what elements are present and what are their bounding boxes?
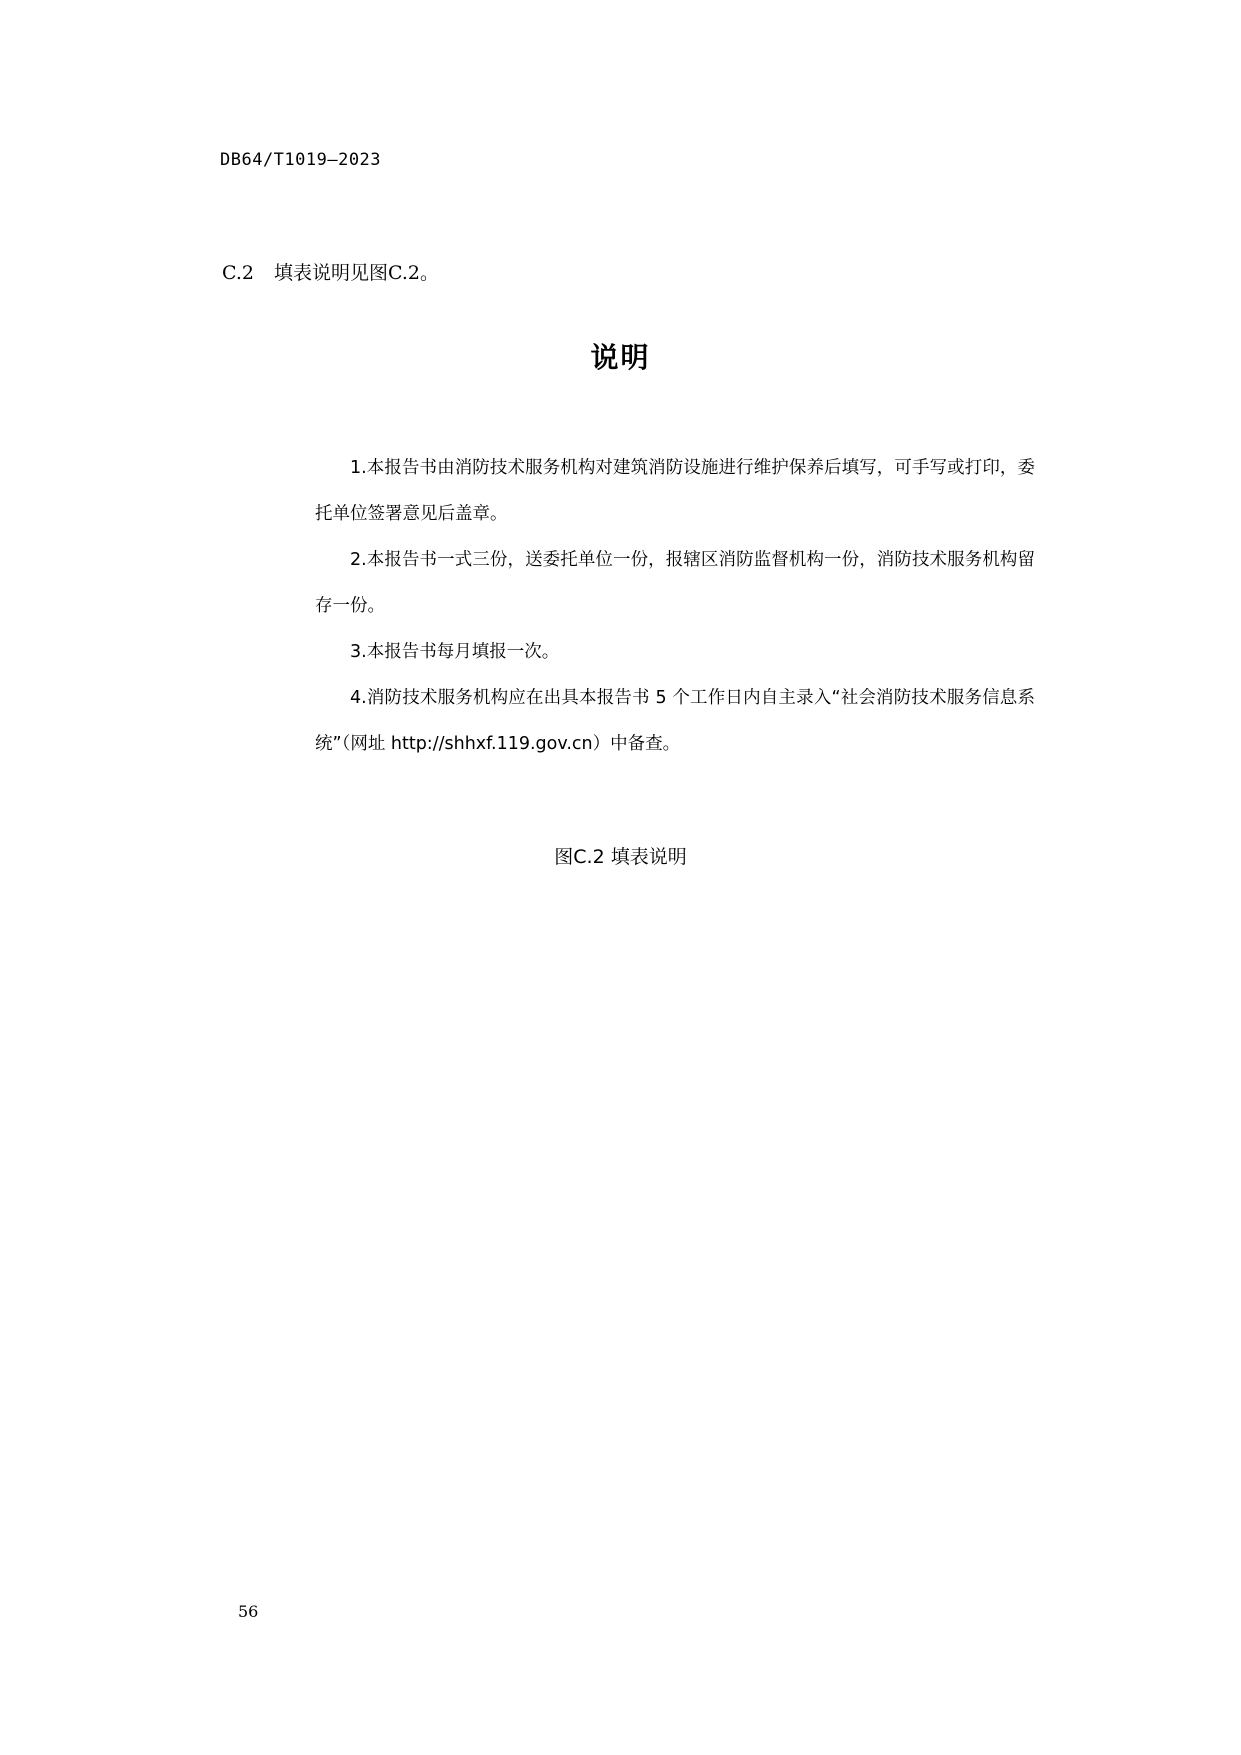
section-heading <box>222 258 439 285</box>
section-text: 填表说明见图C.2。 <box>274 262 439 284</box>
instruction-item-3: 3.本报告书每月填报一次。 <box>350 642 560 662</box>
instruction-item-1: 1.本报告书由消防技术服务机构对建筑消防设施进行维护保养后填写，可手写或打印，委托单位签署意见后盖章。 <box>315 458 1035 524</box>
document-standard-code: DB64/T1019—2023 <box>220 150 382 170</box>
page-number: 56 <box>238 1602 259 1621</box>
instruction-item-4: 4.消防技术服务机构应在出具本报告书 5 个工作日内自主录入“社会消防技术服务信息系统”（网址 http://shhxf.119.gov.cn）中备查。 <box>315 688 1035 754</box>
instructions-body <box>315 445 1035 767</box>
figure-title: 说明 <box>590 341 651 374</box>
section-number: C.2 <box>222 262 254 284</box>
figure-caption: 图C.2 填表说明 <box>554 846 687 868</box>
instruction-item-2: 2.本报告书一式三份，送委托单位一份，报辖区消防监督机构一份，消防技术服务机构留存一份。 <box>315 550 1035 616</box>
